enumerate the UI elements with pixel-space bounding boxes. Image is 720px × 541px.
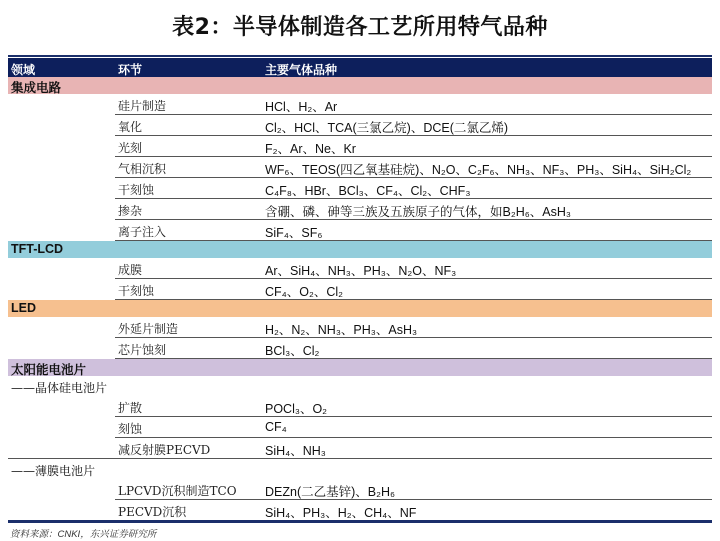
table-row bbox=[115, 199, 712, 220]
process-step: 芯片蚀刻 bbox=[118, 343, 167, 357]
process-step: 干刻蚀 bbox=[118, 284, 155, 298]
gas-list: Ar、SiH₄、NH₃、PH₃、N₂O、NF₃ bbox=[265, 264, 457, 278]
gas-list: Cl₂、HCl、TCA(三氯乙烷)、DCE(二氯乙烯) bbox=[265, 121, 509, 135]
process-step: LPCVD沉积制造TCO bbox=[118, 484, 237, 498]
table-row bbox=[115, 500, 712, 520]
gas-list: C₄F₈、HBr、BCl₃、CF₄、Cl₂、CHF₃ bbox=[265, 184, 471, 198]
gas-list: F₂、Ar、Ne、Kr bbox=[265, 142, 356, 156]
subsection-row bbox=[8, 459, 712, 479]
gas-list: POCl₃、O₂ bbox=[265, 402, 328, 416]
page-title: 表2：半导体制造各工艺所用特气品种 bbox=[172, 15, 548, 40]
gas-list: CF₄ bbox=[265, 420, 287, 434]
subsection-label: ——薄膜电池片 bbox=[11, 464, 96, 478]
process-step: 氧化 bbox=[118, 120, 143, 134]
process-step: 掺杂 bbox=[118, 204, 143, 218]
table-row bbox=[115, 157, 712, 178]
table-header bbox=[8, 58, 712, 77]
process-step: 离子注入 bbox=[118, 225, 167, 239]
table-row bbox=[115, 136, 712, 157]
table-row bbox=[115, 178, 712, 199]
gas-list: BCl₃、Cl₂ bbox=[265, 344, 320, 358]
gas-list: 含硼、磷、砷等三族及五族原子的气体，如B₂H₆、AsH₃ bbox=[265, 205, 571, 219]
process-step: 硅片制造 bbox=[118, 99, 167, 113]
section-label: TFT-LCD bbox=[11, 242, 64, 256]
gas-list: SiH₄、NH₃ bbox=[265, 444, 326, 458]
section-label: 太阳能电池片 bbox=[11, 363, 87, 377]
table-row bbox=[115, 279, 712, 300]
process-step: 外延片制造 bbox=[118, 322, 179, 336]
process-step: 扩散 bbox=[118, 401, 143, 415]
process-step: 刻蚀 bbox=[118, 422, 143, 436]
process-step: 干刻蚀 bbox=[118, 183, 155, 197]
section-band bbox=[8, 359, 712, 376]
table-row bbox=[8, 438, 712, 459]
gas-list: H₂、N₂、NH₃、PH₃、AsH₃ bbox=[265, 323, 418, 337]
section-band bbox=[8, 241, 712, 258]
table-body bbox=[8, 77, 712, 520]
section-label: LED bbox=[11, 301, 36, 315]
gas-table bbox=[8, 58, 712, 520]
source-note: 资料来源：CNKI，东兴证券研究所 bbox=[10, 529, 157, 540]
header-step: 环节 bbox=[118, 63, 143, 77]
top-rule bbox=[8, 55, 712, 57]
gas-list: SiF₄、SF₆ bbox=[265, 226, 323, 240]
table-row bbox=[115, 417, 712, 438]
bottom-rule bbox=[8, 520, 712, 523]
process-step: 成膜 bbox=[118, 263, 143, 277]
table-row bbox=[115, 479, 712, 500]
table-row bbox=[115, 94, 712, 115]
table-row bbox=[115, 115, 712, 136]
gas-list: WF₆、TEOS(四乙氧基硅烷)、N₂O、C₂F₆、NH₃、NF₃、PH₃、SiH₄、SiH₂Cl₂ bbox=[265, 163, 692, 177]
table-row bbox=[115, 396, 712, 417]
section-band bbox=[8, 77, 712, 94]
gas-list: DEZn(二乙基锌)、B₂H₆ bbox=[265, 485, 396, 499]
gas-list: HCl、H₂、Ar bbox=[265, 100, 338, 114]
table-row bbox=[115, 258, 712, 279]
table-row bbox=[115, 338, 712, 359]
subsection-label: ——晶体硅电池片 bbox=[11, 381, 108, 395]
process-step: 光刻 bbox=[118, 141, 143, 155]
section-label: 集成电路 bbox=[11, 81, 62, 95]
gas-list: CF₄、O₂、Cl₂ bbox=[265, 285, 343, 299]
process-step: PECVD沉积 bbox=[118, 505, 187, 519]
process-step: 气相沉积 bbox=[118, 162, 167, 176]
header-domain: 领域 bbox=[11, 63, 36, 77]
subsection-row bbox=[8, 376, 712, 396]
gas-list: SiH₄、PH₃、H₂、CH₄、NF bbox=[265, 506, 417, 520]
table-row bbox=[115, 220, 712, 241]
header-gases: 主要气体品种 bbox=[265, 63, 338, 77]
section-band bbox=[8, 300, 712, 317]
process-step: 减反射膜PECVD bbox=[118, 443, 211, 457]
table-row bbox=[115, 317, 712, 338]
